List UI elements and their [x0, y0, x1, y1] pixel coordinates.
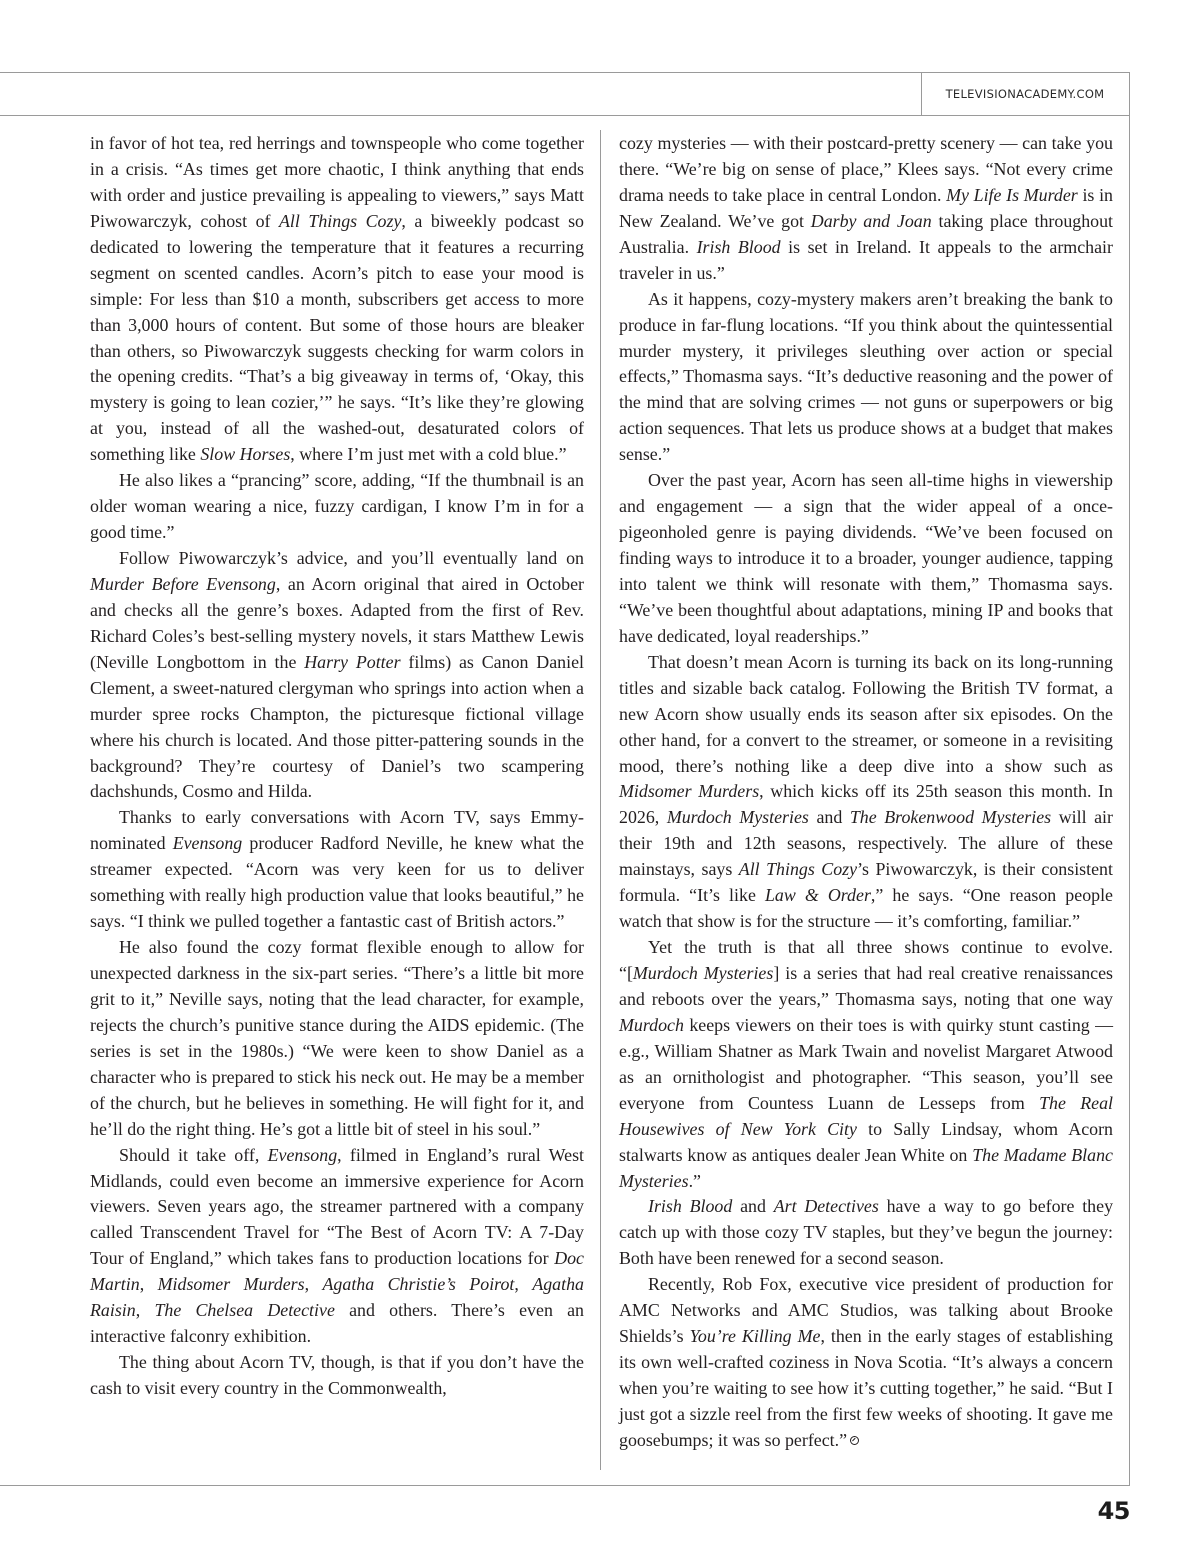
text-run: , [514, 1274, 533, 1295]
header-bottom-rule [0, 115, 1130, 116]
article-paragraph [619, 287, 1113, 469]
text-run: cozy mysteries — with their postcard-pretty scenery — can take you there. “We’re big on sense of place,” Klees says. “Not every crime drama needs to take place in central London. [619, 133, 1113, 205]
text-run: films) as Canon Daniel Clement, a sweet-natured clergyman who springs into action when a murder spree rocks Champton, the picturesque fictional village where his church is located. And those pitter-pattering sounds in the background? They’re courtesy of Daniel’s two scampering dachshunds, Cosmo and Hilda. [90, 651, 584, 802]
italic-title: Harry Potter [304, 651, 401, 672]
text-run: Over the past year, Acorn has seen all-time highs in viewership and engagement — a sign that the wider appeal of a once-pigeonholed genre is paying dividends. “We’ve been focused on finding ways to introduce it to a broader, younger audience, tapping into talent we think will resonate with them,” Thomasma says. “We’ve been thoughtful about adaptations, mining IP and books that have dedicated, loyal readerships.” [619, 470, 1113, 646]
end-of-article-icon [850, 1436, 859, 1445]
text-run: ,” he says. “One reason people watch that show is for the structure — it’s comforting, familiar.” [619, 885, 1113, 932]
italic-title: The Madame Blanc Mysteries [619, 1144, 1113, 1191]
text-run: , then in the early stages of establishing its own well-crafted coziness in Nova Scotia. “It’s always a concern when you’re waiting to see how it’s cutting together,” he said. “But I just got a sizzle reel from the first few weeks of shooting. It gave me goosebumps; it was so perfect.” [619, 1326, 1114, 1450]
article-paragraph [619, 1194, 1113, 1272]
italic-title: Irish Blood [648, 1196, 733, 1217]
text-run: That doesn’t mean Acorn is turning its back on its long-running titles and sizable back catalog. Following the British TV format, a new Acorn show usually ends its season after six episodes. On the other hand, for a convert to the streamer, or someone in a revisiting mood, there’s nothing like a deep dive into a show such as [619, 651, 1113, 776]
italic-title: Midsomer Murders [619, 781, 760, 802]
italic-title: My Life Is Murder [946, 184, 1078, 205]
article-paragraph [619, 1272, 1113, 1454]
text-run: .” [688, 1170, 701, 1191]
text-run: , [135, 1300, 155, 1321]
text-run: taking place throughout Australia. [619, 210, 1114, 257]
italic-title: The Chelsea Detective [154, 1300, 335, 1321]
italic-title: Darby and Joan [810, 210, 932, 231]
text-run: to Sally Lindsay, whom Acorn stalwarts know as antiques dealer Jean White on [619, 1118, 1114, 1165]
page-frame-right-rule [1129, 72, 1130, 1486]
italic-title: Slow Horses [200, 444, 291, 465]
text-run: keeps viewers on their toes is with quirky stunt casting — e.g., William Shatner as Mark Twain and novelist Margaret Atwood as an ornithologist and photographer. “This season, you’ll see everyone from Countess Luann de Lesseps from [619, 1014, 1113, 1113]
italic-title: Irish Blood [696, 236, 781, 257]
text-run: is in New Zealand. We’ve got [619, 184, 1113, 231]
text-run: , [139, 1274, 158, 1295]
italic-title: Murdoch Mysteries [632, 963, 774, 983]
text-run: , filmed in England’s rural West Midlands, could even become an immersive experience for Acorn viewers. Seven years ago, the streamer partnered with a company called Transcendent Travel for “The Best of Acorn TV: A 7-Day Tour of England,” which takes fans to production locations for [90, 1144, 584, 1269]
article-paragraph [90, 1350, 584, 1402]
column-divider [600, 130, 601, 1470]
italic-title: All Things Cozy [279, 210, 402, 231]
text-run: The thing about Acorn TV, though, is that if you don’t have the cash to visit every country in the Commonwealth, [90, 1352, 584, 1398]
text-run: in favor of hot tea, red herrings and townspeople who come together in a crisis. “As times get more chaotic, I think anything that ends with order and justice prevailing is appealing to viewers,” says Matt Piwowarczyk, cohost of [90, 133, 584, 231]
article-paragraph [90, 805, 584, 935]
text-run: , a biweekly podcast so dedicated to lowering the temperature that it features a recurring segment on scented candles. Acorn’s pitch to ease your mood is simple: For less than $10 a month, subscribers get access to more than 3,000 hours of content. But some of those hours are bleaker than others, so Piwowarczyk suggests checking for warm colors in the opening credits. “That’s a big giveaway in terms of, ‘Okay, this mystery is going to lean cozier,’” he says. “It’s like they’re glowing at you, instead of all the washed-out, desaturated colors of something like [90, 210, 584, 465]
article-paragraph [90, 1143, 584, 1351]
page-number: 45 [1097, 1497, 1130, 1525]
italic-title: You’re Killing Me [689, 1326, 821, 1347]
text-run: Recently, Rob Fox, executive vice president of production for AMC Networks and AMC Studios, was talking about Brooke Shields’s [619, 1274, 1113, 1347]
text-run: He also found the cozy format flexible enough to allow for unexpected darkness in the six-part series. “There’s a little bit more grit to it,” Neville says, noting that the lead character, for example, rejects the church’s punitive stance during the AIDS epidemic. (The series is set in the 1980s.) “We were keen to show Daniel as a character who is prepared to stick his neck out. He may be a member of the church, but he believes in something. He will fight for it, and he’ll do the right thing. He’s got a little bit of steel in his soul.” [90, 937, 584, 1139]
text-run: and [808, 807, 850, 828]
article-paragraph [619, 131, 1113, 287]
italic-title: Agatha Christie’s Poirot [322, 1274, 515, 1295]
text-run: and others. There’s even an interactive falconry exhibition. [90, 1300, 584, 1347]
text-run: producer Radford Neville, he knew what the streamer expected. “Acorn was very keen for us to deliver something with really high production value that looks beautiful,” he says. “I think we pulled together a fantastic cast of British actors.” [90, 833, 584, 932]
text-run: , an Acorn original that aired in October and checks all the genre’s boxes. Adapted from the first of Rev. Richard Coles’s best-selling mystery novels, it stars Matthew Lewis (Neville Longbottom in the [90, 573, 584, 672]
text-run: , [304, 1274, 323, 1295]
article-paragraph [90, 468, 584, 546]
text-run: As it happens, cozy-mystery makers aren’t breaking the bank to produce in far-flung locations. “If you think about the quintessential murder mystery, it privileges sleuthing over action or special effects,” Thomasma says. “It’s deductive reasoning and the power of the mind that are solving crimes — not guns or superpowers or big action sequences. That lets us produce shows at a budget that makes sense.” [619, 288, 1113, 465]
footer-rule [0, 1485, 1130, 1486]
text-run: Yet the truth is that all three shows continue to evolve. “[ [619, 937, 1113, 983]
text-run: and [732, 1196, 774, 1217]
text-run: is set in Ireland. It appeals to the armchair traveler in us.” [619, 236, 1113, 283]
text-run: Should it take off, [119, 1144, 268, 1165]
italic-title: Murdoch Mysteries [666, 807, 809, 828]
article-paragraph [619, 650, 1113, 935]
italic-title: Murder Before Evensong [90, 573, 276, 594]
italic-title: All Things Cozy [738, 859, 858, 880]
italic-title: Murdoch [619, 1014, 684, 1035]
italic-title: Art Detectives [773, 1196, 879, 1217]
italic-title: Evensong [172, 833, 243, 854]
article-paragraph [90, 546, 584, 805]
text-run: Thanks to early conversations with Acorn TV, says Emmy-nominated [90, 807, 584, 854]
italic-title: Midsomer Murders [157, 1274, 305, 1295]
text-run: ’s Piwowarczyk, is their consistent formula. “It’s like [619, 859, 1113, 906]
article-column-right [619, 131, 1113, 1454]
text-run: He also likes a “prancing” score, adding, “If the thumbnail is an older woman wearing a nice, fuzzy cardigan, I know I’m in for a good time.” [90, 470, 584, 543]
article-paragraph [90, 935, 584, 1143]
italic-title: Agatha Raisin [90, 1274, 584, 1321]
text-run: , which kicks off its 25th season this month. In 2026, [619, 781, 1113, 828]
article-paragraph [619, 468, 1113, 650]
article-paragraph [619, 935, 1113, 1194]
italic-title: The Real Housewives of New York City [619, 1092, 1114, 1139]
text-run: , where I’m just met with a cold blue.” [290, 444, 567, 465]
article-column-left [90, 131, 584, 1402]
text-run: ] is a series that had real creative renaissances and reboots over the years,” Thomasma says, noting that one way [619, 963, 1113, 1009]
article-paragraph [90, 131, 584, 468]
italic-title: Evensong [267, 1144, 338, 1165]
italic-title: The Brokenwood Mysteries [849, 807, 1052, 828]
text-run: have a way to go before they catch up with those cozy TV staples, but they’ve begun the journey: Both have been renewed for a second season. [619, 1196, 1114, 1269]
text-run: will air their 19th and 12th seasons, respectively. The allure of these mainstays, says [619, 807, 1113, 880]
italic-title: Doc Martin [90, 1248, 584, 1295]
text-run: Follow Piwowarczyk’s advice, and you’ll eventually land on [119, 548, 584, 568]
italic-title: Law & Order [764, 885, 871, 906]
site-url: TELEVISIONACADEMY.COM [945, 87, 1105, 101]
